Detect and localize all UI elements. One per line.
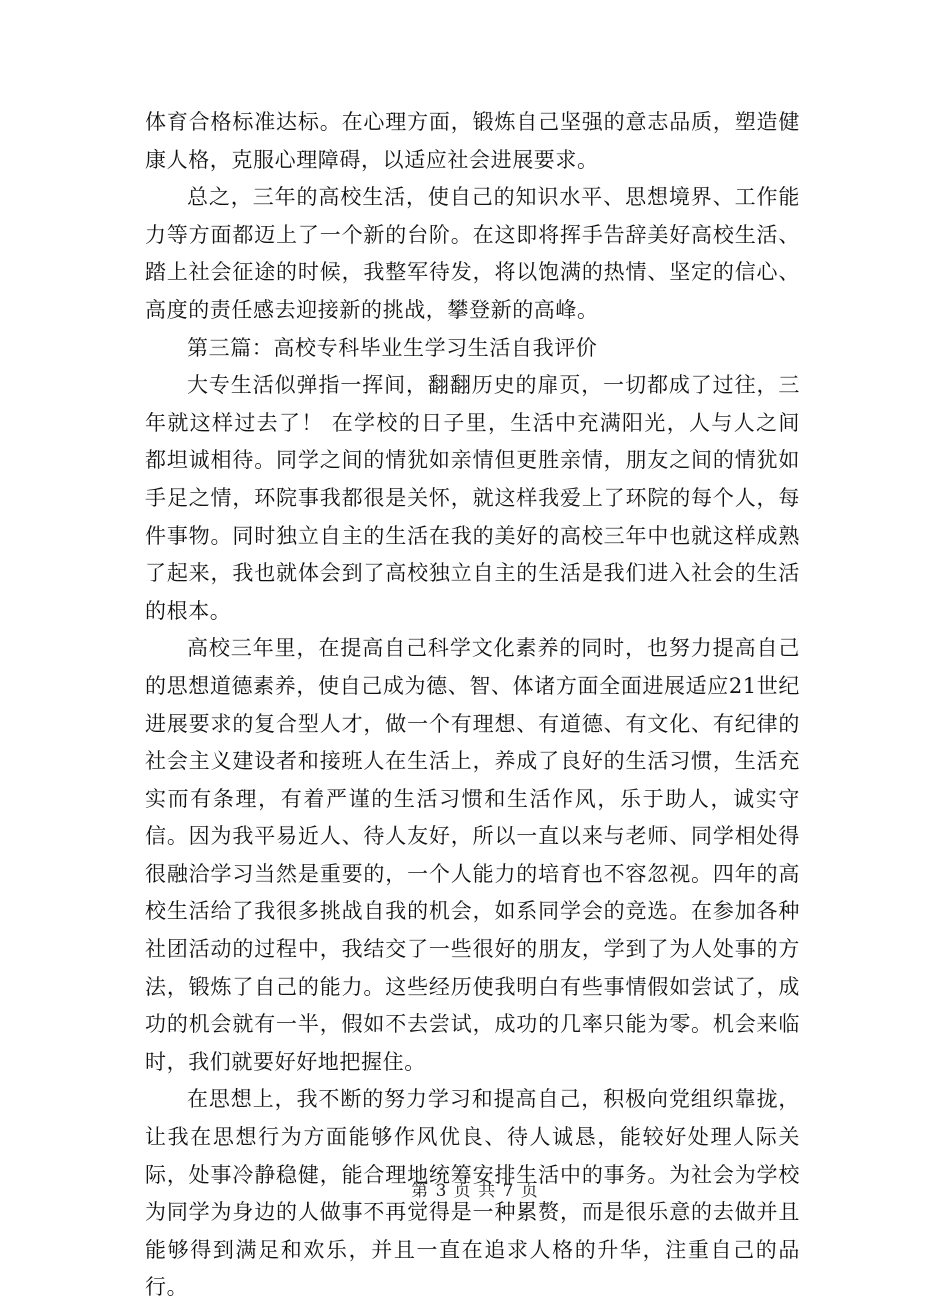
- paragraph-3: 大专生活似弹指一挥间，翻翻历史的扉页，一切都成了过往，三年就这样过去了！ 在学校的日子里，生活中充满阳光，人与人之间都坦诚相待。同学之间的情犹如亲情但更胜亲情，朋友之间的情犹如手足之情，环院事我都很是关怀，就这样我爱上了环院的每个人，每件事物。同时独立自主的生活在我的美好的高校三年中也就这样成熟了起来，我也就体会到了高校独立自主的生活是我们进入社会的生活的根本。: [145, 373, 800, 623]
- body-text: [145, 104, 800, 1307]
- page-number-footer: 第 3 页 共 7 页: [411, 1181, 539, 1201]
- paragraph-1: 体育合格标准达标。在心理方面，锻炼自己坚强的意志品质，塑造健康人格，克服心理障碍，以适应社会进展要求。: [145, 110, 800, 172]
- paragraph-2: 总之，三年的高校生活，使自己的知识水平、思想境界、工作能力等方面都迈上了一个新的台阶。在这即将挥手告辞美好高校生活、踏上社会征途的时候，我整军待发，将以饱满的热情、坚定的信心、高度的责任感去迎接新的挑战，攀登新的高峰。: [145, 185, 800, 322]
- paragraph-5: 在思想上，我不断的努力学习和提高自己，积极向党组织靠拢，让我在思想行为方面能够作风优良、待人诚恳，能较好处理人际关际，处事冷静稳健，能合理地统筹安排生活中的事务。为社会为学校为同学为身边的人做事不再觉得是一种累赘，而是很乐意的去做并且能够得到满足和欢乐，并且一直在追求人格的升华，注重自己的品行。: [145, 1087, 800, 1300]
- section-heading: 第三篇：高校专科毕业生学习生活自我评价: [187, 335, 598, 360]
- paragraph-4: 高校三年里，在提高自己科学文化素养的同时，也努力提高自己的思想道德素养，使自己成为德、智、体诸方面全面进展适应21世纪进展要求的复合型人才，做一个有理想、有道德、有文化、有纪律的社会主义建设者和接班人在生活上，养成了良好的生活习惯，生活充实而有条理，有着严谨的生活习惯和生活作风，乐于助人，诚实守信。因为我平易近人、待人友好，所以一直以来与老师、同学相处得很融洽学习当然是重要的，一个人能力的培育也不容忽视。四年的高校生活给了我很多挑战自我的机会，如系同学会的竞选。在参加各种社团活动的过程中，我结交了一些很好的朋友，学到了为人处事的方法，锻炼了自己的能力。这些经历使我明白有些事情假如尝试了，成功的机会就有一半，假如不去尝试，成功的几率只能为零。机会来临时，我们就要好好地把握住。: [145, 636, 800, 1074]
